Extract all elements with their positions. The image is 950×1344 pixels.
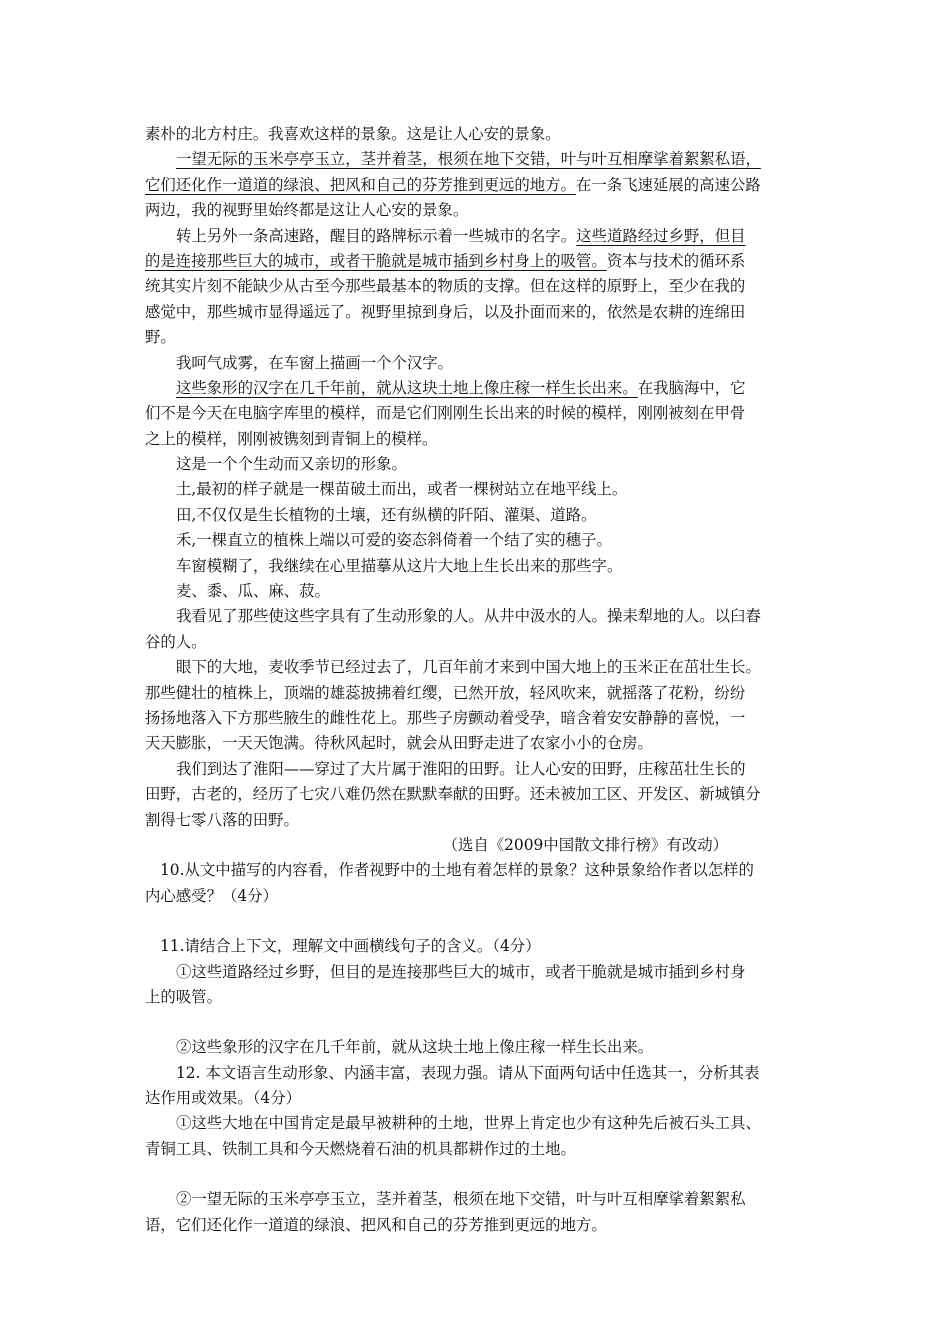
underlined-sentence: 的是连接那些巨大的城市，或者干脆就是城市插到乡村身上的吸管。 [145,251,607,270]
question-12: 12. 本文语言生动形象、内涵丰富，表现力强。请从下面两句话中任选其一，分析其表 [176,1063,760,1082]
question-12-item-2: ②一望无际的玉米亭亭玉立，茎并着茎，根须在地下交错，叶与叶互相摩挲着絮絮私 [176,1190,746,1209]
question-12-item-1: ①这些大地在中国肯定是最早被耕种的土地，世界上肯定也少有这种先后被石头工具、 [176,1114,761,1133]
passage-line: 车窗模糊了，我继续在心里描摹从这片大地上生长出来的那些字。 [176,556,623,575]
question-10: 10.从文中描写的内容看，作者视野中的土地有着怎样的景象？这种景象给作者以怎样的 [160,861,754,880]
passage-line [145,249,813,274]
passage-line: 扬扬地落入下方那些腋生的雌性花上。那些子房颤动着受孕，暗含着安安静静的喜悦，一 [145,708,746,727]
question-12-cont: 达作用或效果。（4分） [145,1089,301,1108]
passage-text: 在我脑海中，它 [637,378,746,397]
passage-line: 麦、黍、瓜、麻、菽。 [176,582,330,601]
question-10-cont: 内心感受？（4分） [145,886,278,905]
passage-line: 们不是今天在电脑字库里的模样，而是它们刚刚生长出来的时候的模样，刚刚被刻在甲骨 [145,404,746,423]
question-12-item-2-cont: 语，它们还化作一道道的绿浪、把风和自己的芬芳推到更远的地方。 [145,1215,607,1234]
underlined-sentence: 这些象形的汉字在几千年前，就从这块土地上像庄稼一样生长出来。 [176,378,638,397]
underlined-sentence: 一望无际的玉米亭亭玉立，茎并着茎，根须在地下交错，叶与叶互相摩挲着絮絮私语， [176,150,761,169]
passage-line: 割得七零八落的田野。 [145,810,299,829]
passage-line: 我看见了那些使这些字具有了生动形象的人。从井中汲水的人。操耒犁地的人。以臼舂 [176,607,761,626]
passage-text: 在一条飞速延展的高速公路 [575,175,761,194]
passage-line [145,376,813,401]
passage-line: 田,不仅仅是生长植物的土壤，还有纵横的阡陌、灌渠、道路。 [176,505,597,524]
answer-space [145,909,813,934]
passage-line: 那些健壮的植株上，顶端的雄蕊披拂着红缨，已然开放，轻风吹来，就摇落了花粉，纷纷 [145,683,746,702]
question-12-item-1-cont: 青铜工具、铁制工具和今天燃烧着石油的机具都耕作过的土地。 [145,1139,576,1158]
answer-space [145,1010,813,1035]
question-11-item-2: ②这些象形的汉字在几千年前，就从这块土地上像庄稼一样生长出来。 [176,1038,654,1057]
passage-line [145,173,813,198]
passage-line: 天天膨胀，一天天饱满。待秋风起时，就会从田野走进了农家小小的仓房。 [145,734,653,753]
passage-line: 野。 [145,328,176,347]
passage-line: 之上的模样，刚刚被镌刻到青铜上的模样。 [145,429,438,448]
answer-space [145,1162,813,1187]
document-body [145,122,813,1238]
passage-line: 我呵气成雾，在车窗上描画一个个汉字。 [176,353,454,372]
question-11-item-1: ①这些道路经过乡野，但目的是连接那些巨大的城市，或者干脆就是城市插到乡村身 [176,962,746,981]
passage-line: 眼下的大地，麦收季节已经过去了，几百年前才来到中国大地上的玉米正在茁壮生长。 [176,658,761,677]
passage-line: 谷的人。 [145,632,207,651]
underlined-sentence: 它们还化作一道道的绿浪、把风和自己的芬芳推到更远的地方。 [145,175,576,194]
question-11: 11.请结合上下文，理解文中画横线句子的含义。（4分） [160,937,541,956]
passage-line: 田野，古老的，经历了七灾八难仍然在默默奉献的田野。还未被加工区、开发区、新城镇分 [145,785,761,804]
passage-line: 土,最初的样子就是一棵苗破土而出，或者一棵树站立在地平线上。 [176,480,628,499]
passage-line: 禾,一棵直立的植株上端以可爱的姿态斜倚着一个结了实的穗子。 [176,531,612,550]
passage-line: 感觉中，那些城市显得遥远了。视野里掠到身后，以及扑面而来的，依然是农耕的连绵田 [145,302,746,321]
passage-line: 这是一个个生动而又亲切的形象。 [176,455,407,474]
passage-line [145,224,813,249]
underlined-sentence: 这些道路经过乡野，但目 [576,226,746,245]
passage-text: 转上另外一条高速路，醒目的路牌标示着一些城市的名字。 [176,226,577,245]
passage-line: 素朴的北方村庄。我喜欢这样的景象。这是让人心安的景象。 [145,125,561,143]
source-citation: （选自《2009中国散文排行榜》有改动） [442,835,728,854]
passage-line: 我们到达了淮阳——穿过了大片属于淮阳的田野。让人心安的田野，庄稼茁壮生长的 [176,759,746,778]
passage-line: 两边，我的视野里始终都是这让人心安的景象。 [145,201,469,220]
passage-line: 统其实片刻不能缺少从古至今那些最基本的物质的支撑。但在这样的原野上，至少在我的 [145,277,746,296]
question-11-item-1-cont: 上的吸管。 [145,987,222,1006]
passage-text: 资本与技术的循环系 [606,251,746,270]
